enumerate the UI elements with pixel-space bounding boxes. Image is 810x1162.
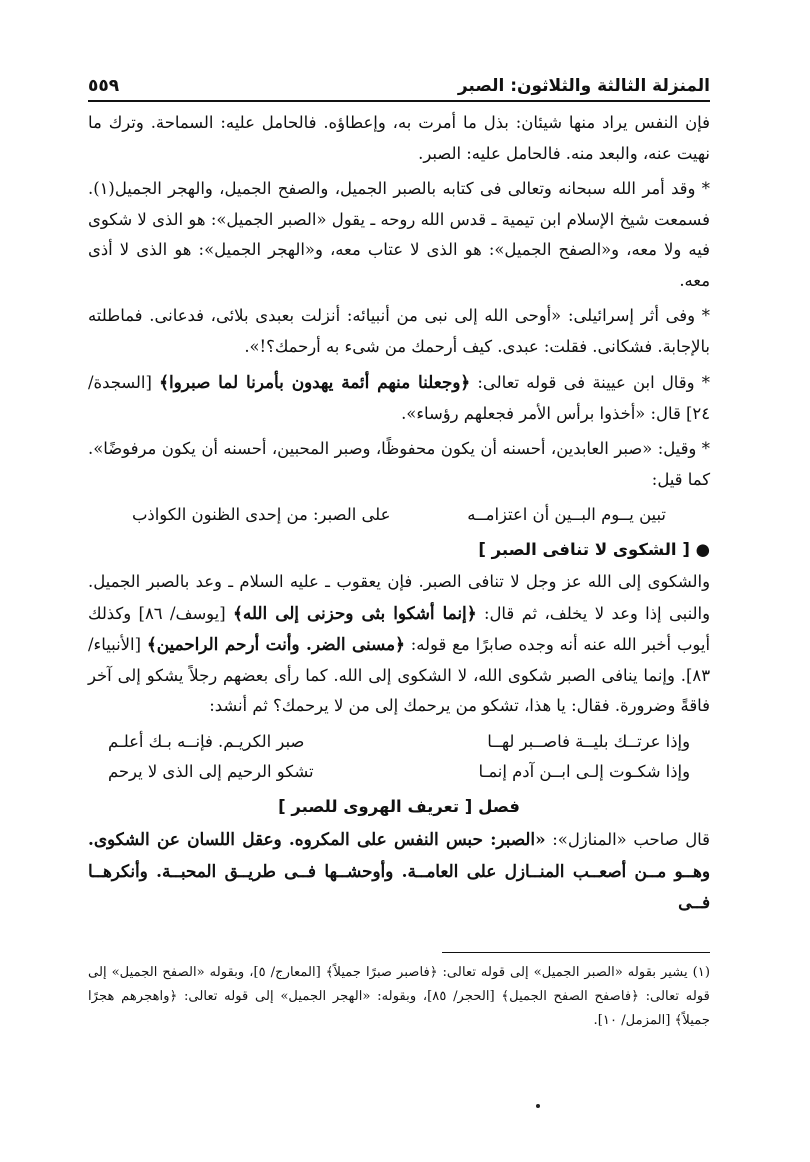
page-body bbox=[88, 108, 710, 919]
verse-2-line-2-first: وإذا شكـوت إلـى ابــن آدم إنمـا bbox=[478, 762, 690, 781]
verse-1 bbox=[88, 500, 710, 531]
page-dot bbox=[536, 1104, 540, 1108]
paragraph-complaint bbox=[88, 567, 710, 722]
paragraph-2: * وقد أمر الله سبحانه وتعالى فى كتابه بالصبر الجميل، والصفح الجميل، والهجر الجميل(١). فسمعت شيخ الإسلام ابن تيمية ـ قدس الله روحه ـ يقول «الصبر الجميل»: هو الذى لا شكوى فيه ولا معه، و«الصفح الجميل»: هو الذى لا عتاب معه، و«الهجر الجميل»: هو الذى لا أذى معه. bbox=[88, 179, 710, 290]
page-number: ٥٥٩ bbox=[88, 76, 120, 96]
paragraph-1: فإن النفس يراد منها شيئان: بذل ما أمرت به، وإعطاؤه. فالحامل عليه: السماحة. وترك ما نهيت عنه، والبعد منه. فالحامل عليه: الصبر. bbox=[88, 113, 710, 163]
verse-1-second-hemistich: على الصبر: من إحدى الظنون الكواذب bbox=[132, 505, 391, 524]
complaint-text-2: [يوسف/ ٨٦] وكذلك أيوب أخبر الله عنه أنه وجده صابرًا مع قوله: bbox=[88, 603, 710, 654]
paragraph-3: * وفى أثر إسرائيلى: «أوحى الله إلى نبى من أنبيائه: أنزلت بعبدى بلائى، فدعانى. فماطلته بالإجابة. فشكانى. فقلت: عبدى. كيف أرحمك من شىء به أرحمك؟!». bbox=[88, 306, 710, 356]
verse-2-line-1-second: صبر الكريـم. فإنــه بـك أعلـم bbox=[108, 731, 305, 751]
section-heading-complaint: ● [ الشكوى لا تنافى الصبر ] bbox=[478, 539, 710, 559]
running-header bbox=[88, 70, 710, 102]
complaint-quran-2: ﴿مسنى الضر. وأنت أرحم الراحمين﴾ bbox=[146, 634, 405, 654]
paragraph-ibn-uyayna bbox=[88, 367, 710, 429]
section-heading-harawi: فصل [ تعريف الهروى للصبر ] bbox=[278, 796, 520, 816]
paragraph-harawi bbox=[88, 824, 710, 919]
complaint-quran-1: ﴿إنما أشكوا بثى وحزنى إلى الله﴾ bbox=[233, 602, 477, 623]
ibn-uyayna-quran: ﴿وجعلنا منهم أئمة يهدون بأمرنا لما صبروا﴾ bbox=[159, 372, 471, 392]
complaint-text-1: والشكوى إلى الله عز وجل لا تنافى الصبر. فإن يعقوب ـ عليه السلام ـ وعد بالصبر الجميل. والنبى إذا وعد لا يخلف، ثم قال: bbox=[88, 572, 710, 623]
verse-1-first-hemistich: تبين يــوم البــين أن اعتزامــه bbox=[467, 505, 666, 524]
footnotes bbox=[88, 952, 710, 1033]
page bbox=[88, 70, 710, 924]
verse-2-line-1-first: وإذا عرتــك بليــة فاصــبر لهــا bbox=[487, 731, 690, 751]
harawi-definition: «الصبر: حبس النفس على المكروه. وعقل اللسان عن الشكوى. وهــو مــن أصعــب المنــازل على العامــة. وأوحشــها فــى طريــق المحبــة. وأنكرهــا فــى bbox=[88, 829, 710, 912]
complaint-text-3: [الأنبياء/ ٨٣]. وإنما ينافى الصبر شكوى الله، لا الشكوى إلى الله. كما رأى بعضهم رجلاً يشكو إلى آخر فاقةً وضرورة. فقال: يا هذا، تشكو من يرحمك إلى من لا يرحمك؟ ثم أنشد: bbox=[88, 635, 710, 715]
paragraph-4: * وقيل: «صبر العابدين، أحسنه أن يكون محفوظًا، وصبر المحبين، أحسنه أن يكون مرفوضًا». كما قيل: bbox=[88, 439, 710, 489]
ibn-uyayna-rest: [السجدة/ ٢٤] قال: «أخذوا برأس الأمر فجعلهم رؤساء». bbox=[88, 373, 710, 423]
verse-2-line-1 bbox=[88, 727, 710, 758]
footnote-divider bbox=[442, 952, 710, 953]
verse-2-line-2 bbox=[88, 757, 710, 788]
harawi-lead: قال صاحب «المنازل»: bbox=[545, 830, 710, 849]
verse-2-line-2-second: تشكو الرحيم إلى الذى لا يرحم bbox=[108, 762, 314, 781]
chapter-title: المنزلة الثالثة والثلاثون: الصبر bbox=[457, 76, 710, 96]
ibn-uyayna-lead: * وقال ابن عيينة فى قوله تعالى: bbox=[470, 373, 710, 392]
footnote-1: (١) يشير بقوله «الصبر الجميل» إلى قوله تعالى: ﴿فاصبر صبرًا جميلاً﴾ [المعارج/ ٥]، وبقوله «الصفح الجميل» إلى قوله تعالى: ﴿فاصفح الصفح الجميل﴾ [الحجر/ ٨٥]، وبقوله: «الهجر الجميل» إلى قوله تعالى: ﴿واهجرهم هجرًا جميلاً﴾ [المزمل/ ١٠]. bbox=[88, 965, 710, 1028]
